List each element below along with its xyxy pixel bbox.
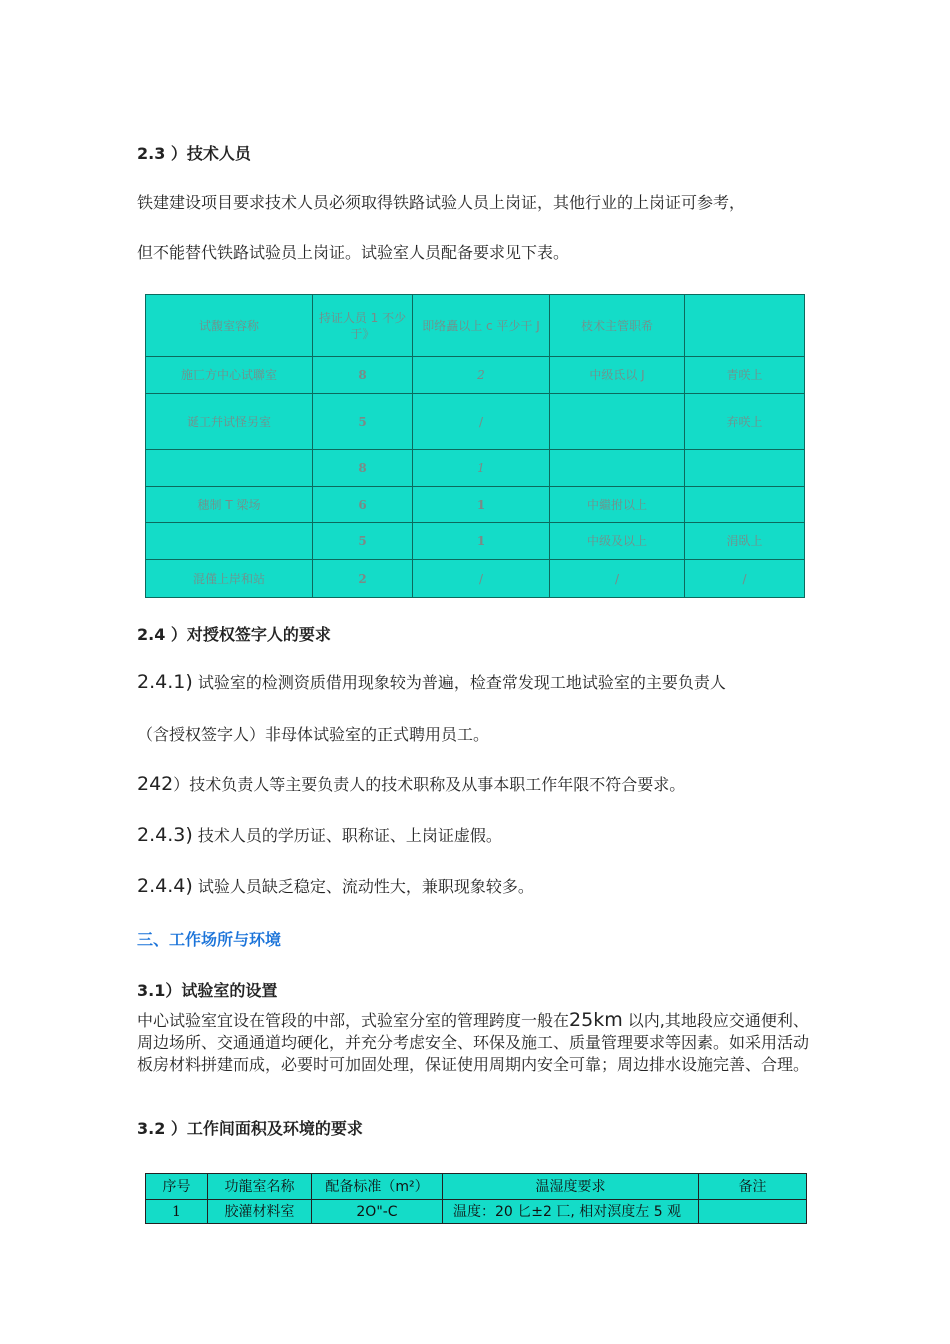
staff-requirements-table bbox=[145, 294, 805, 598]
cell-tech-lead: 中繼拊以上 bbox=[550, 487, 685, 523]
header-cell-certified-staff: 持证人员 1 不少于》 bbox=[313, 295, 413, 357]
table-row bbox=[146, 450, 805, 487]
paragraph-text-a: 中心试验室宜设在管段的中部，式验室分室的管理跨度一般在 bbox=[137, 1011, 570, 1030]
cell-lab-name: 混僅上岸和站 bbox=[146, 560, 313, 598]
item-2-4-1 bbox=[137, 670, 726, 693]
cell-notes bbox=[699, 1200, 807, 1224]
room-requirements-table bbox=[145, 1173, 807, 1224]
header-cell-area-standard: 配备标准（m²） bbox=[312, 1174, 443, 1200]
item-number: 2.4.1) bbox=[137, 671, 193, 693]
section-2-3-paragraph-line-2: 但不能替代铁路试验员上岗证。试验室人员配备要求见下表。 bbox=[137, 243, 570, 262]
cell-senior: 1 bbox=[413, 450, 550, 487]
item-number: 2.4.4) bbox=[137, 875, 193, 897]
item-number: 2.4.3) bbox=[137, 824, 193, 846]
cell-extra bbox=[685, 450, 805, 487]
section-2-3-paragraph-line-1: 铁建建设项目要求技术人员必须取得铁路试验人员上岗证，其他行业的上岗证可参考， bbox=[137, 193, 746, 212]
cell-tech-lead: 中级氐以 J bbox=[550, 357, 685, 394]
cell-area-standard: 2O"-C bbox=[312, 1200, 443, 1224]
cell-certified: 6 bbox=[313, 487, 413, 523]
table-row bbox=[146, 394, 805, 450]
item-2-4-3 bbox=[137, 823, 502, 846]
header-cell-lab-name: 试馥室容称 bbox=[146, 295, 313, 357]
cell-lab-name: 施匸方中心试聯室 bbox=[146, 357, 313, 394]
section-3-1-paragraph bbox=[137, 1009, 812, 1076]
cell-lab-name: 穗制 T 梁场 bbox=[146, 487, 313, 523]
cell-certified: 2 bbox=[313, 560, 413, 598]
cell-senior: / bbox=[413, 560, 550, 598]
section-3-1-heading: 3.1）试验室的设置 bbox=[137, 981, 278, 1000]
cell-temp-humidity: 温度：20 匕±2 匸, 相对溟度左 5 观 bbox=[443, 1200, 699, 1224]
cell-certified: 5 bbox=[313, 394, 413, 450]
cell-tech-lead: / bbox=[550, 560, 685, 598]
header-cell-senior-staff: 即络矗以上 c 平少干 J bbox=[413, 295, 550, 357]
table-row bbox=[146, 357, 805, 394]
cell-index: 1 bbox=[146, 1200, 208, 1224]
header-cell-blank bbox=[685, 295, 805, 357]
header-cell-notes: 备注 bbox=[699, 1174, 807, 1200]
section-2-3-heading: 2.3 ）技术人员 bbox=[137, 144, 251, 163]
cell-lab-name bbox=[146, 450, 313, 487]
table-row bbox=[146, 487, 805, 523]
header-cell-room-name: 功龍室名称 bbox=[208, 1174, 312, 1200]
cell-senior: 1 bbox=[413, 487, 550, 523]
cell-senior: / bbox=[413, 394, 550, 450]
paragraph-text-b: 以内,其地段应交通便利、周边场所、交通通道均硬化，并充分考虑安全、环保及施工、质量管理要求等因素。如采用活动板房材料拼建而成，必要时可加固处理，保证使用周期内安全可靠；周边排水设施完善、合理。 bbox=[137, 1011, 810, 1074]
table-header-row bbox=[146, 295, 805, 357]
cell-certified: 5 bbox=[313, 523, 413, 560]
table-row bbox=[146, 523, 805, 560]
header-cell-temp-humidity: 温湿度要求 bbox=[443, 1174, 699, 1200]
cell-tech-lead bbox=[550, 394, 685, 450]
item-text: ）技术负责人等主要负责人的技术职称及从事本职工作年限不符合要求。 bbox=[173, 775, 686, 794]
header-cell-tech-lead-title: 枝术主管职希 bbox=[550, 295, 685, 357]
cell-extra bbox=[685, 487, 805, 523]
cell-extra: 涓臥上 bbox=[685, 523, 805, 560]
cell-extra: 青咲上 bbox=[685, 357, 805, 394]
item-text: 试验人员缺乏稳定、流动性大，兼职现象较多。 bbox=[197, 877, 534, 896]
table-row bbox=[146, 1200, 807, 1224]
cell-tech-lead: 中级及以上 bbox=[550, 523, 685, 560]
header-cell-index: 序号 bbox=[146, 1174, 208, 1200]
cell-extra: / bbox=[685, 560, 805, 598]
section-3-2-heading: 3.2 ）工作间面积及环境的要求 bbox=[137, 1119, 363, 1138]
table-row bbox=[146, 560, 805, 598]
cell-lab-name: 诞工幷试怪另室 bbox=[146, 394, 313, 450]
cell-lab-name bbox=[146, 523, 313, 560]
cell-extra: 弃咲上 bbox=[685, 394, 805, 450]
cell-certified: 8 bbox=[313, 357, 413, 394]
item-2-4-4 bbox=[137, 874, 534, 897]
item-text: 试验室的检测资质借用现象较为普遍，检查常发现工地试验室的主要负责人 bbox=[197, 673, 726, 692]
item-number: 242 bbox=[137, 773, 174, 795]
cell-senior: 2 bbox=[413, 357, 550, 394]
cell-certified: 8 bbox=[313, 450, 413, 487]
section-3-heading: 三、工作场所与环境 bbox=[137, 930, 282, 949]
section-2-4-heading: 2.4 ）对授权签字人的要求 bbox=[137, 625, 331, 644]
item-text: 技术人员的学历证、职称证、上岗证虚假。 bbox=[197, 826, 502, 845]
table-header-row bbox=[146, 1174, 807, 1200]
cell-tech-lead bbox=[550, 450, 685, 487]
cell-room-name: 胶灌材料室 bbox=[208, 1200, 312, 1224]
item-2-4-1-continuation: （含授权签字人）非母体试验室的正式聘用员工。 bbox=[137, 725, 490, 744]
cell-senior: 1 bbox=[413, 523, 550, 560]
paragraph-distance: 25km bbox=[569, 1009, 623, 1031]
item-2-4-2 bbox=[137, 772, 685, 795]
